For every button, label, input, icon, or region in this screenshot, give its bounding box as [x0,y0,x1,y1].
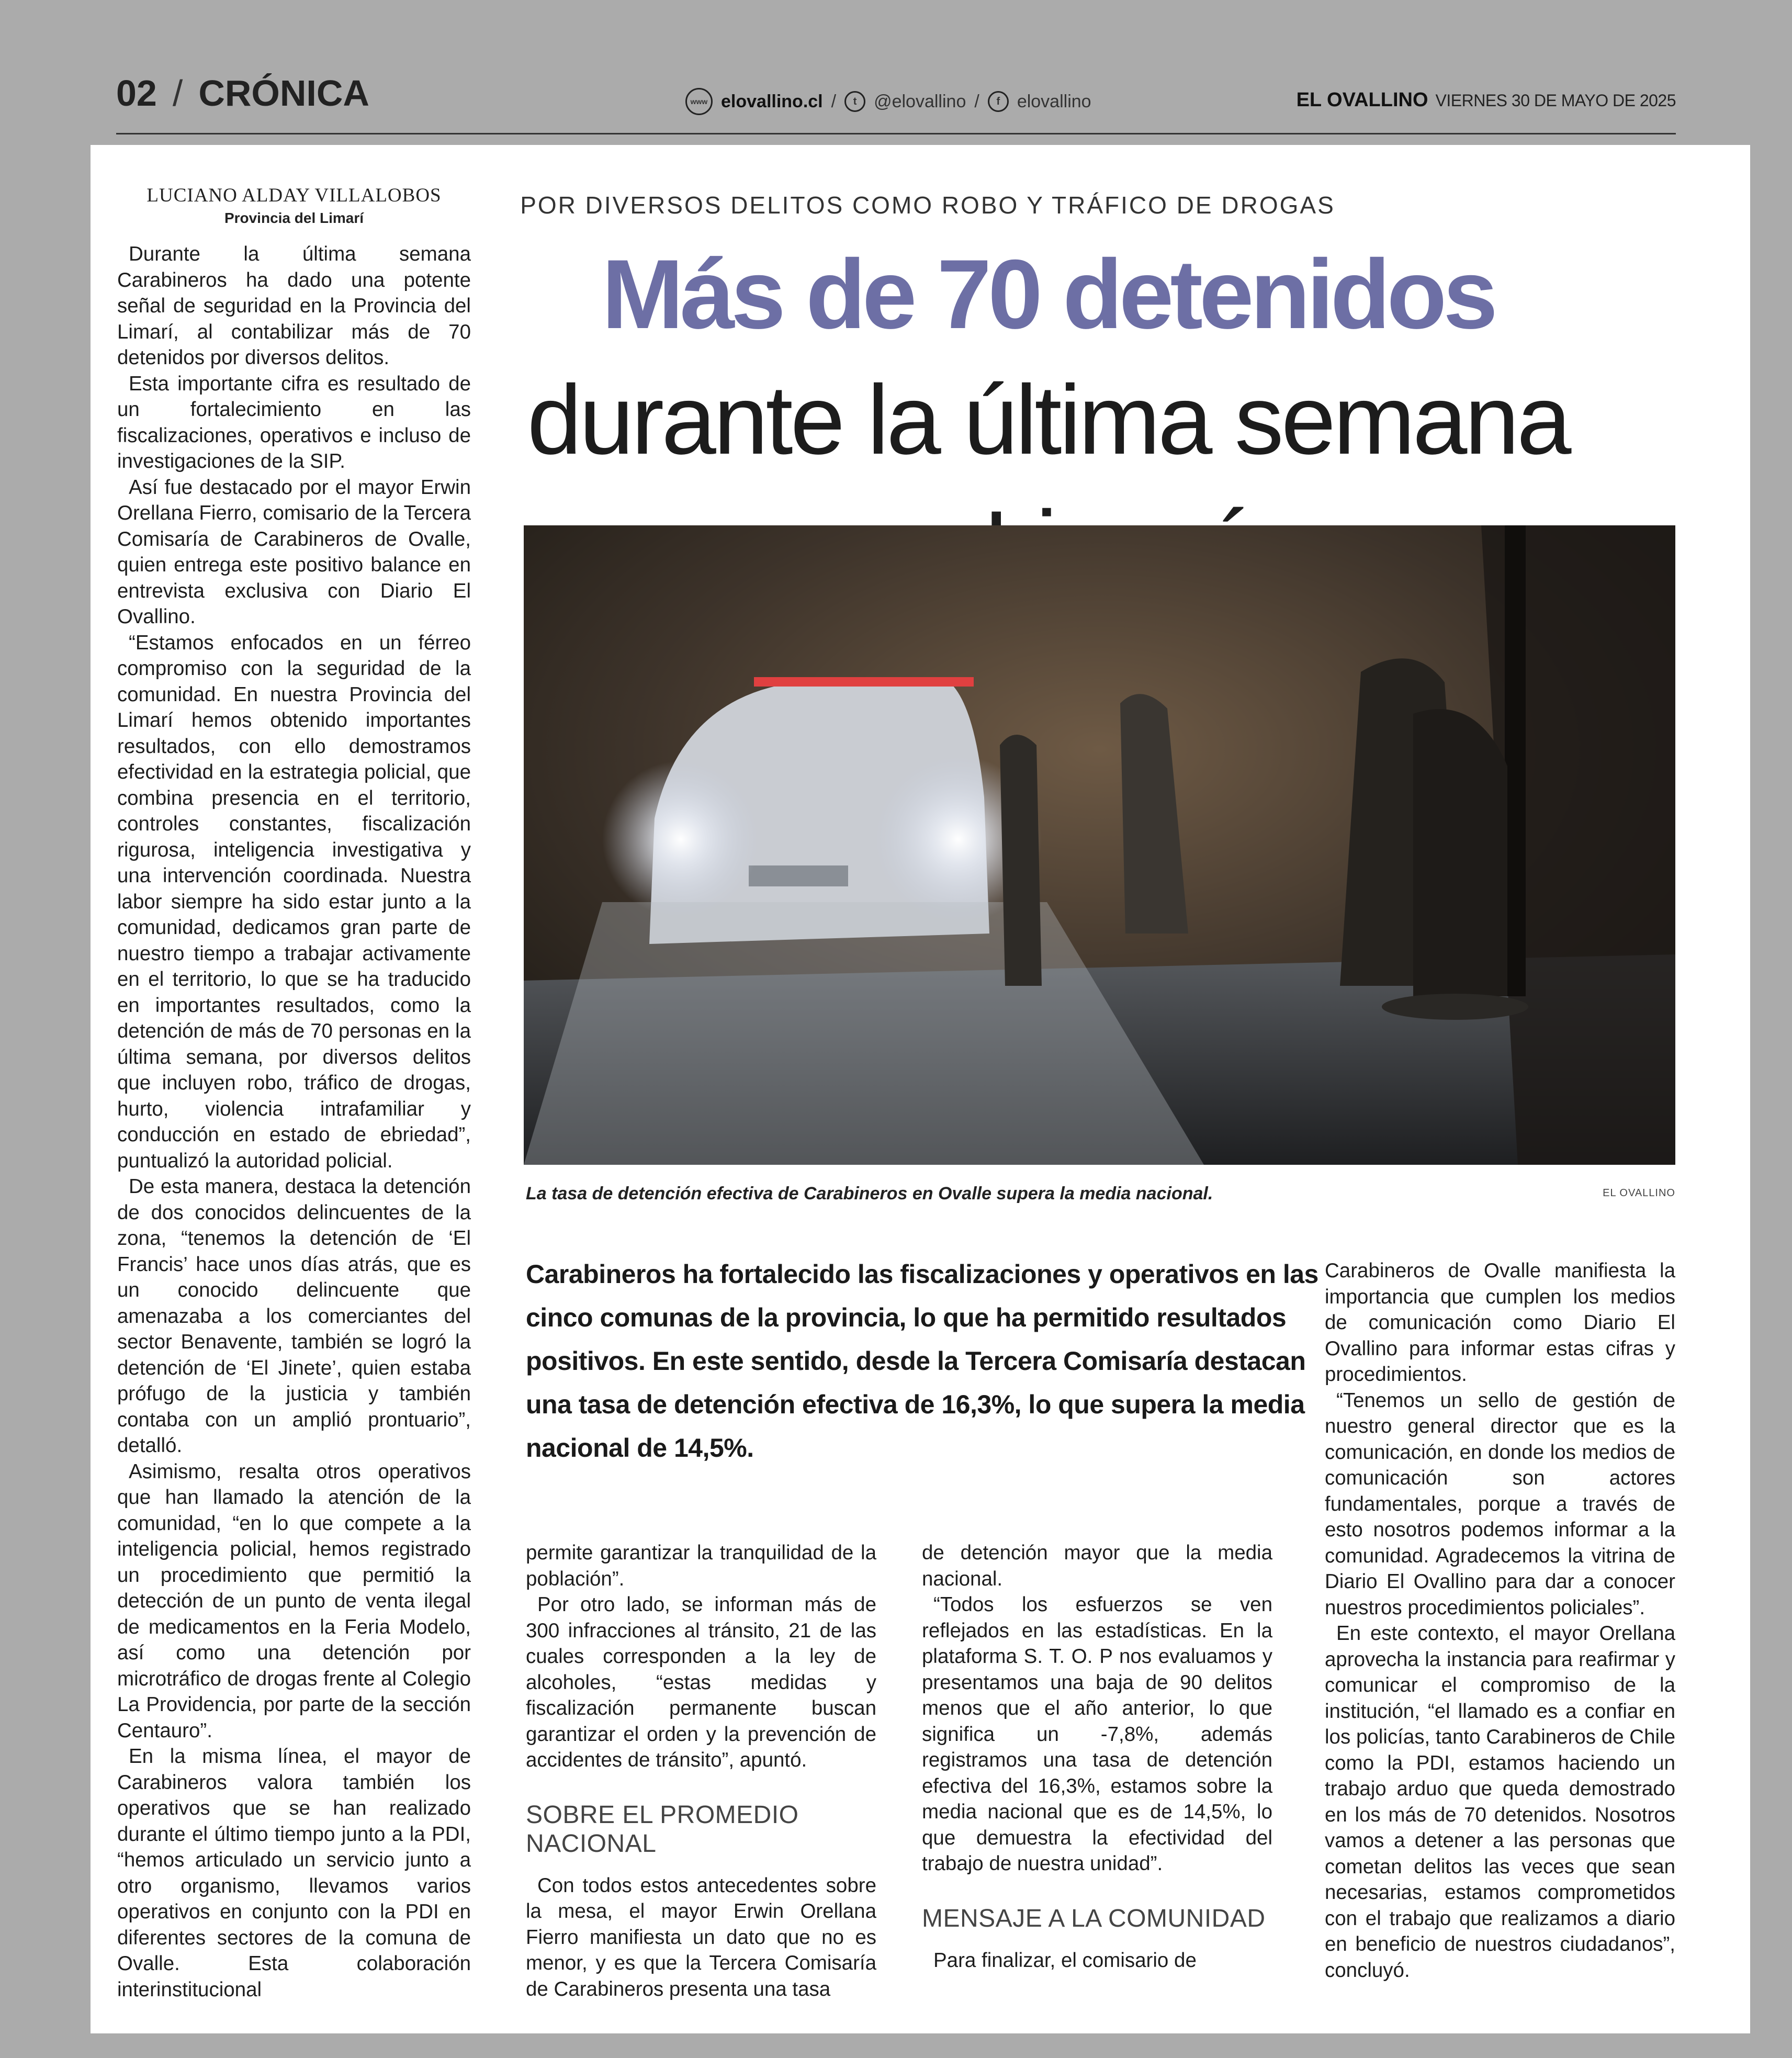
facebook-handle[interactable]: elovallino [1017,91,1091,111]
paragraph: Por otro lado, se informan más de 300 infracciones al tránsito, 21 de las cuales corresponden a la ley de alcoholes, “estas medidas y fiscalización permanente buscan garantizar el orden y la prevención de accidentes de tránsito”, apuntó. [526,1593,876,1771]
paragraph: Esta importante cifra es resultado de un fortalecimiento en las fiscalizaciones, operativos e incluso de investigaciones de la SIP. [117,372,471,473]
issue-date: VIERNES 30 DE MAYO DE 2025 [1435,91,1676,110]
photo-caption: La tasa de detención efectiva de Carabineros en Ovalle supera la media nacional. [526,1184,1213,1204]
kicker: POR DIVERSOS DELITOS COMO ROBO Y TRÁFICO DE DROGAS [520,192,1335,219]
column-2 [526,1540,876,2002]
person [1000,735,1042,986]
headline-rest: durante la última semana [527,365,1569,475]
author-byline: LUCIANO ALDAY VILLALOBOS [146,185,442,206]
masthead-date [1297,89,1676,111]
paragraph: Carabineros de Ovalle manifiesta la importancia que cumplen los medios de comunicación como Diario El Ovallino para informar estas cifras y procedimientos. [1325,1259,1675,1386]
section-separator: / [172,73,183,114]
light-bar [754,677,974,687]
lead-paragraph: Carabineros ha fortalecido las fiscalizaciones y operativos en las cinco comunas de la provincia, lo que ha permitido resultados positivos. En este sentido, desde la Tercera Comisaría destacan una tasa de detención efectiva de 16,3%, lo que supera la media nacional de 14,5%. [526,1259,1318,1463]
column-3 [922,1540,1272,1973]
police-night-scene-image [524,525,1675,1165]
paragraph: Con todos estos antecedentes sobre la mesa, el mayor Erwin Orellana Fierro manifiesta un dato que no es menor, y es que la Tercera Comisaría de Carabineros presenta una tasa [526,1874,876,2000]
bag [1382,994,1528,1020]
section-name: CRÓNICA [198,73,369,114]
paragraph: En la misma línea, el mayor de Carabineros valora también los operativos que se han realizado durante el último tiempo junto a la PDI, “hemos articulado un servicio junto a otro organismo, llevamos varios operativos en conjunto con la PDI en diferentes sectores de la comuna de Ovalle. Esta colaboración interinstitucional [117,1745,471,2001]
headlight-left [602,761,759,918]
article-page [91,145,1750,2033]
social-links [685,88,1091,115]
separator: / [831,91,837,111]
web-globe-icon: www [685,88,713,115]
paragraph: Así fue destacado por el mayor Erwin Orellana Fierro, comisario de la Tercera Comisaría de Carabineros de Ovalle, quien entrega este positivo balance en entrevista exclusiva con Diario El Ovallino. [117,476,471,628]
paragraph: “Estamos enfocados en un férreo compromiso con la seguridad de la comunidad. En nuestra Provincia del Limarí hemos obtenido importantes resultados, con ello demostramos efectividad en la estrategia policial, que combina presencia en el territorio, controles constantes, fiscalización rigurosa, inteligencia investigativa y una intervención coordinada. Nuestra labor siempre ha sido estar junto a la comunidad, dedicamos gran parte de nuestro tiempo a trabajar activamente en el territorio, lo que se ha traducido en importantes resultados, como la detención de más de 70 personas en la última semana, por diversos delitos que incluyen robo, tráfico de drogas, hurto, violencia intrafamiliar y conducción en estado de ebriedad”, puntualizó la autoridad policial. [117,631,471,1172]
newspaper-brand: EL OVALLINO [1296,89,1428,111]
paragraph: de detención mayor que la media nacional. [922,1542,1272,1590]
left-column [117,184,471,2003]
twitter-icon: t [844,91,865,112]
column-4 [1325,1258,1675,1983]
page-number: 02 [116,73,157,114]
pole [1505,525,1526,996]
column-1-text [117,241,471,2003]
facebook-icon: f [988,91,1009,112]
website-link[interactable]: elovallino.cl [721,91,823,111]
paragraph: Asimismo, resalta otros operativos que han llamado la atención de la comunidad, “en lo que compete a la inteligencia policial, hemos registrado un procedimiento que permitió la detección de un punto de venta ilegal de medicamentos en la Feria Modelo, así como una detención por microtráfico de drogas frente al Colegio La Providencia, por parte de la sección Centauro”. [117,1460,471,1742]
paragraph: Durante la última semana Carabineros ha dado una potente señal de seguridad en la Provincia del Limarí, al contabilizar más de 70 detenidos por diversos delitos. [117,243,471,369]
page-header [0,0,1792,136]
header-rule [116,133,1676,134]
subhead: SOBRE EL PROMEDIO NACIONAL [526,1801,799,1858]
paragraph: En este contexto, el mayor Orellana aprovecha la instancia para reafirmar y comunicar el compromiso de la institución, “el llamado es a confiar en los policías, tanto Carabineros de Chile como la PDI, estamos haciendo un trabajo arduo que queda demostrado en los más de 70 detenidos. Nosotros vamos a detener a las personas que cometan delitos las veces que sean necesarias, estamos comprometidos con el trabajo que realizamos a diario en beneficio de nuestros ciudadanos”, concluyó. [1325,1622,1675,1982]
author-location: Provincia del Limarí [224,210,364,226]
separator: / [974,91,979,111]
paragraph: “Tenemos un sello de gestión de nuestro general director que es la comunicación, en donde los medios de comunicación son actores fundamentales, porque a través de esto nosotros podemos informar a la comunidad. Agradecemos la vitrina de Diario El Ovallino para dar a conocer nuestros procedimientos policiales”. [1325,1389,1675,1619]
headline-highlight: Más de 70 detenidos [602,239,1494,349]
subhead: MENSAJE A LA COMUNIDAD [922,1904,1266,1932]
article-photo [524,525,1675,1165]
paragraph: Para finalizar, el comisario de [933,1949,1197,1972]
detained-person [1413,709,1507,996]
paragraph: De esta manera, destaca la detención de dos conocidos delincuentes de la zona, “tenemos la detención de ‘El Francis’ hace unos días atrás, que es un conocido delincuente que amenazaba a los comerciantes del sector Benavente, también se logró la detención de ‘El Jinete’, quien estaba prófugo de la justicia y también contaba con un amplió prontuario”, detalló. [117,1175,471,1457]
paragraph: “Todos los esfuerzos se ven reflejados en las estadísticas. En la plataforma S. T. O. P nos evaluamos y presentamos una baja de 90 delitos menos que el año anterior, lo que significa un -7,8%, además registramos una tasa de detención efectiva del 16,3%, estamos sobre la media nacional que es de 14,5%, lo que demuestra la efectividad del trabajo de nuestra unidad”. [922,1593,1272,1875]
paragraph: permite garantizar la tranquilidad de la población”. [526,1542,876,1590]
photo-credit: EL OVALLINO [1603,1187,1675,1199]
section-label [116,72,369,114]
license-plate [749,865,848,886]
twitter-handle[interactable]: @elovallino [874,91,966,111]
